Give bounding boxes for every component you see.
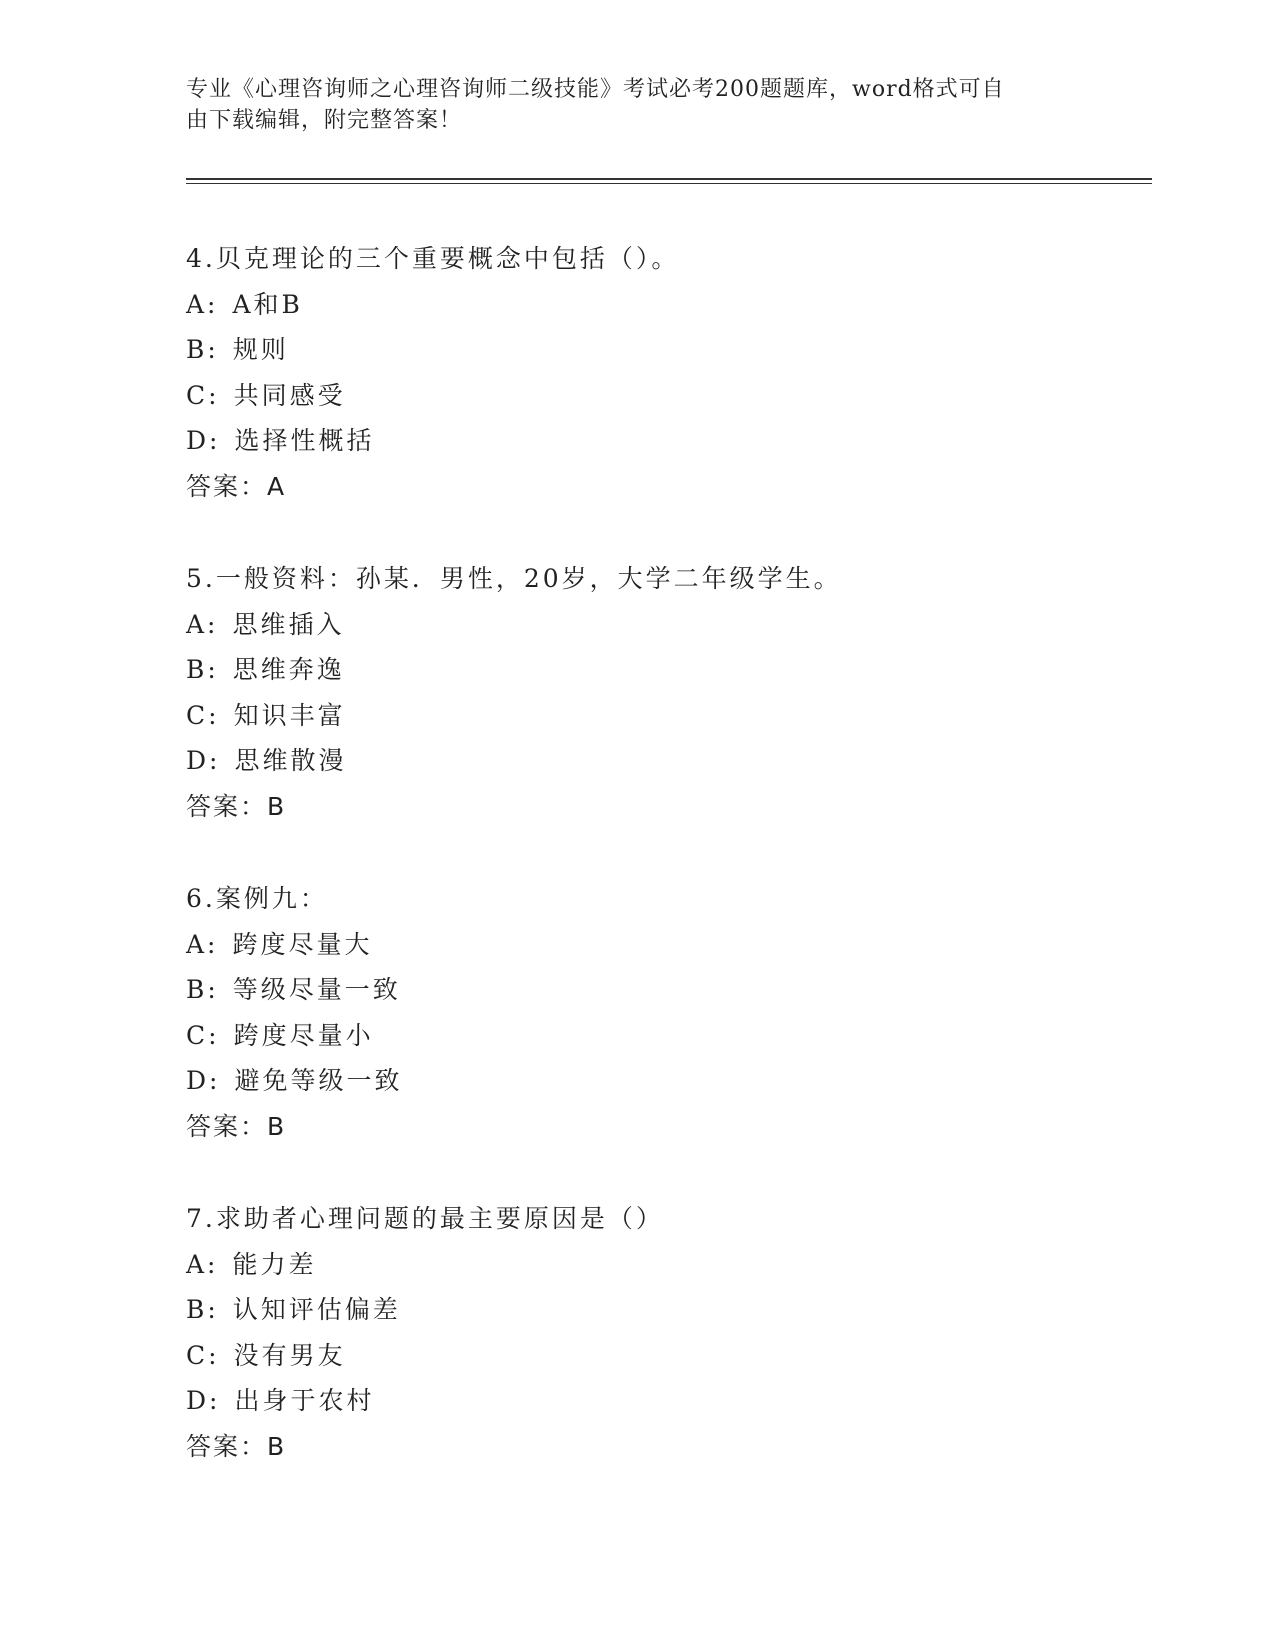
option-key: D: (186, 1066, 221, 1095)
option-text: 思维散漫 (234, 746, 347, 775)
header-line-1: 专业《心理咨询师之心理咨询师二级技能》考试必考200题题库，word格式可自 (186, 77, 1005, 102)
option-c (186, 1333, 1146, 1379)
header-line-2: 由下载编辑，附完整答案！ (186, 108, 463, 133)
option-d (186, 738, 1146, 784)
question-5 (186, 556, 1146, 829)
option-key: C: (186, 1340, 220, 1370)
answer-line: 答案：B (186, 1111, 287, 1141)
answer-line: 答案：A (186, 471, 287, 501)
header-divider-thin (186, 183, 1152, 184)
option-text: 跨度尽量小 (233, 1020, 374, 1050)
option-b (186, 647, 1146, 693)
option-key: D: (186, 1386, 221, 1415)
question-list (186, 236, 1146, 1516)
option-text: A和B (232, 289, 303, 319)
option-a (186, 282, 1146, 328)
option-c (186, 1013, 1146, 1059)
answer-line: 答案：B (186, 1431, 287, 1461)
question-stem: 5.一般资料：孙某．男性，20岁，大学二年级学生。 (186, 564, 842, 593)
option-text: 没有男友 (233, 1340, 346, 1370)
option-text: 能力差 (232, 1249, 317, 1279)
option-b (186, 1287, 1146, 1333)
option-key: D: (186, 746, 221, 775)
option-b (186, 967, 1146, 1013)
question-stem: 6.案例九： (186, 884, 328, 913)
option-key: D: (186, 426, 221, 455)
option-key: B: (186, 335, 219, 364)
option-d (186, 418, 1146, 464)
option-c (186, 373, 1146, 419)
question-4 (186, 236, 1146, 509)
header-divider-thick (186, 178, 1152, 180)
option-text: 等级尽量一致 (232, 975, 401, 1004)
option-text: 思维插入 (232, 609, 345, 639)
question-stem: 7.求助者心理问题的最主要原因是（） (186, 1204, 664, 1233)
option-a (186, 1242, 1146, 1288)
answer-line: 答案：B (186, 791, 287, 821)
option-key: B: (186, 975, 219, 1004)
option-a (186, 602, 1146, 648)
option-text: 避免等级一致 (234, 1066, 403, 1095)
document-header (186, 74, 1066, 136)
option-c (186, 693, 1146, 739)
option-text: 出身于农村 (234, 1386, 375, 1415)
option-key: C: (186, 380, 220, 410)
option-key: C: (186, 700, 220, 730)
option-key: A: (186, 289, 219, 319)
option-text: 规则 (232, 335, 289, 364)
option-key: B: (186, 655, 219, 684)
question-7 (186, 1196, 1146, 1469)
option-text: 选择性概括 (234, 426, 375, 455)
option-d (186, 1378, 1146, 1424)
option-text: 共同感受 (233, 380, 346, 410)
option-key: B: (186, 1295, 219, 1324)
question-6 (186, 876, 1146, 1149)
option-text: 知识丰富 (233, 700, 346, 730)
option-text: 认知评估偏差 (232, 1295, 401, 1324)
question-stem: 4.贝克理论的三个重要概念中包括（）。 (186, 244, 680, 273)
option-key: A: (186, 1249, 219, 1279)
option-text: 跨度尽量大 (232, 929, 373, 959)
option-key: A: (186, 609, 219, 639)
option-text: 思维奔逸 (232, 655, 345, 684)
option-key: C: (186, 1020, 220, 1050)
option-b (186, 327, 1146, 373)
option-d (186, 1058, 1146, 1104)
option-a (186, 922, 1146, 968)
option-key: A: (186, 929, 219, 959)
